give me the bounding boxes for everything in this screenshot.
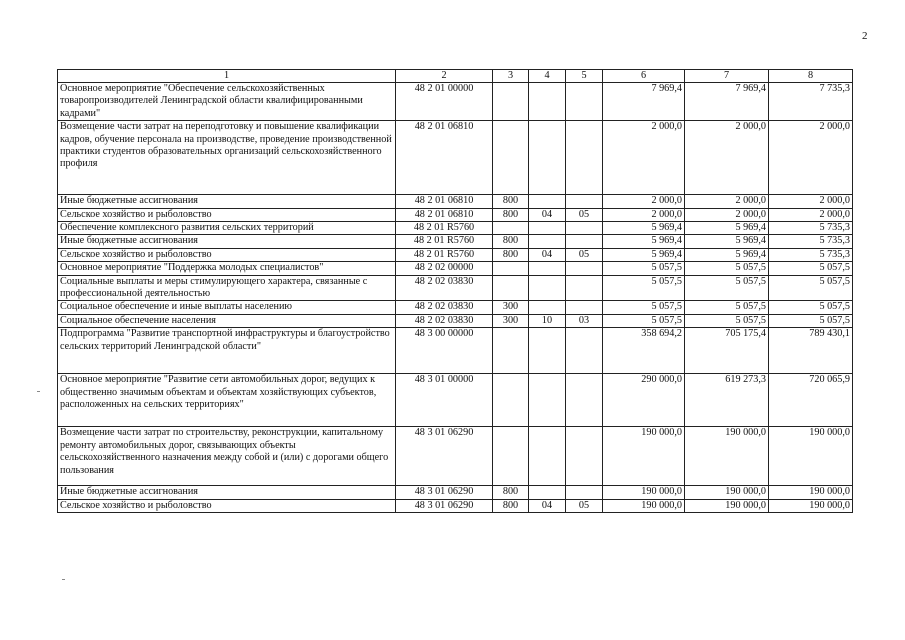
row-subsection	[566, 427, 603, 486]
table-row	[58, 222, 853, 235]
header-row	[58, 70, 853, 83]
row-amount-col8: 789 430,1	[769, 328, 853, 374]
row-amount-col7: 5 057,5	[685, 275, 769, 301]
row-code: 48 3 01 06290	[396, 486, 493, 499]
row-subsection	[566, 328, 603, 374]
row-code: 48 2 02 03830	[396, 301, 493, 314]
budget-table	[57, 69, 853, 513]
row-expense-type: 800	[493, 195, 529, 208]
table-row	[58, 195, 853, 208]
row-expense-type	[493, 374, 529, 427]
row-amount-col7: 2 000,0	[685, 121, 769, 195]
row-amount-col8: 5 735,3	[769, 222, 853, 235]
row-amount-col8: 5 735,3	[769, 235, 853, 248]
row-code: 48 3 01 00000	[396, 374, 493, 427]
row-amount-col8: 5 057,5	[769, 301, 853, 314]
row-name: Возмещение части затрат на переподготовку и повышение квалификации кадров, обучение персонала на производстве, проведение производственной практики студентов образовательных организаций сельскохозяйственного профиля	[58, 121, 396, 195]
row-code: 48 2 01 00000	[396, 83, 493, 121]
row-section	[529, 235, 566, 248]
row-amount-col7: 5 969,4	[685, 222, 769, 235]
table-row	[58, 248, 853, 261]
page-number: 2	[862, 30, 868, 42]
table-row	[58, 275, 853, 301]
table-row	[58, 301, 853, 314]
row-subsection: 05	[566, 208, 603, 221]
row-section	[529, 275, 566, 301]
row-amount-col6: 2 000,0	[603, 208, 685, 221]
column-header: 8	[769, 70, 853, 83]
row-expense-type	[493, 427, 529, 486]
column-header: 6	[603, 70, 685, 83]
row-amount-col6: 190 000,0	[603, 486, 685, 499]
table-row	[58, 262, 853, 275]
row-amount-col7: 705 175,4	[685, 328, 769, 374]
row-section: 04	[529, 499, 566, 512]
row-amount-col7: 5 057,5	[685, 314, 769, 327]
row-code: 48 2 01 R5760	[396, 248, 493, 261]
row-amount-col6: 190 000,0	[603, 499, 685, 512]
row-code: 48 3 01 06290	[396, 427, 493, 486]
row-amount-col6: 5 057,5	[603, 301, 685, 314]
row-subsection: 03	[566, 314, 603, 327]
row-amount-col6: 290 000,0	[603, 374, 685, 427]
column-header: 5	[566, 70, 603, 83]
row-subsection	[566, 275, 603, 301]
row-code: 48 2 01 06810	[396, 195, 493, 208]
row-amount-col7: 619 273,3	[685, 374, 769, 427]
row-expense-type: 800	[493, 235, 529, 248]
row-name: Основное мероприятие "Обеспечение сельскохозяйственных товаропроизводителей Ленинградской области квалифицированными кадрами"	[58, 83, 396, 121]
row-expense-type: 800	[493, 208, 529, 221]
row-amount-col6: 5 057,5	[603, 262, 685, 275]
table-row	[58, 83, 853, 121]
row-amount-col8: 2 000,0	[769, 121, 853, 195]
row-name: Сельское хозяйство и рыболовство	[58, 208, 396, 221]
row-expense-type	[493, 83, 529, 121]
row-subsection	[566, 235, 603, 248]
row-name: Иные бюджетные ассигнования	[58, 486, 396, 499]
column-header: 4	[529, 70, 566, 83]
scan-speck	[62, 579, 65, 580]
row-code: 48 2 02 03830	[396, 275, 493, 301]
row-name: Сельское хозяйство и рыболовство	[58, 499, 396, 512]
row-section: 10	[529, 314, 566, 327]
row-amount-col8: 190 000,0	[769, 486, 853, 499]
row-amount-col7: 5 057,5	[685, 262, 769, 275]
row-amount-col8: 5 735,3	[769, 248, 853, 261]
row-subsection	[566, 121, 603, 195]
column-header: 2	[396, 70, 493, 83]
row-expense-type: 800	[493, 486, 529, 499]
row-amount-col6: 190 000,0	[603, 427, 685, 486]
row-code: 48 3 01 06290	[396, 499, 493, 512]
row-amount-col6: 2 000,0	[603, 121, 685, 195]
row-amount-col8: 720 065,9	[769, 374, 853, 427]
row-amount-col6: 358 694,2	[603, 328, 685, 374]
row-name: Обеспечение комплексного развития сельских территорий	[58, 222, 396, 235]
table-row	[58, 427, 853, 486]
row-code: 48 2 01 06810	[396, 121, 493, 195]
row-name: Основное мероприятие "Развитие сети автомобильных дорог, ведущих к общественно значимым объектам и объектам хозяйствующих субъектов, расположенных на сельских территориях"	[58, 374, 396, 427]
row-code: 48 2 01 R5760	[396, 235, 493, 248]
row-code: 48 2 01 06810	[396, 208, 493, 221]
row-amount-col7: 2 000,0	[685, 195, 769, 208]
row-expense-type: 800	[493, 248, 529, 261]
row-name: Социальное обеспечение и иные выплаты населению	[58, 301, 396, 314]
row-expense-type: 300	[493, 314, 529, 327]
table-row	[58, 486, 853, 499]
row-amount-col8: 190 000,0	[769, 427, 853, 486]
row-amount-col6: 5 057,5	[603, 275, 685, 301]
row-amount-col7: 2 000,0	[685, 208, 769, 221]
row-amount-col8: 5 057,5	[769, 275, 853, 301]
row-section	[529, 83, 566, 121]
row-amount-col8: 190 000,0	[769, 499, 853, 512]
row-name: Возмещение части затрат по строительству, реконструкции, капитальному ремонту автомобильных дорог, связывающих объекты сельскохозяйственного назначения между собой и (или) с дорогами общего пользования	[58, 427, 396, 486]
table-row	[58, 208, 853, 221]
row-amount-col6: 7 969,4	[603, 83, 685, 121]
row-expense-type: 800	[493, 499, 529, 512]
row-code: 48 2 02 03830	[396, 314, 493, 327]
row-name: Социальное обеспечение населения	[58, 314, 396, 327]
row-amount-col7: 7 969,4	[685, 83, 769, 121]
row-amount-col8: 2 000,0	[769, 208, 853, 221]
row-code: 48 2 02 00000	[396, 262, 493, 275]
column-header: 1	[58, 70, 396, 83]
row-expense-type	[493, 328, 529, 374]
row-expense-type: 300	[493, 301, 529, 314]
table-row	[58, 121, 853, 195]
table-row	[58, 328, 853, 374]
row-expense-type	[493, 275, 529, 301]
row-section: 04	[529, 208, 566, 221]
row-amount-col8: 5 057,5	[769, 314, 853, 327]
row-amount-col8: 7 735,3	[769, 83, 853, 121]
row-name: Основное мероприятие "Поддержка молодых специалистов"	[58, 262, 396, 275]
table-body	[58, 83, 853, 513]
row-section	[529, 374, 566, 427]
scan-speck	[37, 391, 40, 392]
row-name: Социальные выплаты и меры стимулирующего характера, связанные с профессиональной деятельностью	[58, 275, 396, 301]
row-expense-type	[493, 222, 529, 235]
row-subsection	[566, 301, 603, 314]
row-amount-col7: 190 000,0	[685, 499, 769, 512]
table-row	[58, 499, 853, 512]
row-section	[529, 195, 566, 208]
row-code: 48 2 01 R5760	[396, 222, 493, 235]
row-subsection	[566, 83, 603, 121]
row-name: Подпрограмма "Развитие транспортной инфраструктуры и благоустройство сельских территорий Ленинградской области"	[58, 328, 396, 374]
table-row	[58, 314, 853, 327]
row-name: Иные бюджетные ассигнования	[58, 195, 396, 208]
table-row	[58, 235, 853, 248]
row-section	[529, 262, 566, 275]
row-amount-col7: 190 000,0	[685, 486, 769, 499]
row-subsection	[566, 195, 603, 208]
row-name: Сельское хозяйство и рыболовство	[58, 248, 396, 261]
row-subsection	[566, 486, 603, 499]
row-amount-col8: 5 057,5	[769, 262, 853, 275]
row-amount-col7: 5 969,4	[685, 248, 769, 261]
row-amount-col6: 5 969,4	[603, 235, 685, 248]
row-amount-col6: 5 969,4	[603, 222, 685, 235]
row-subsection	[566, 222, 603, 235]
row-amount-col6: 2 000,0	[603, 195, 685, 208]
row-expense-type	[493, 121, 529, 195]
row-code: 48 3 00 00000	[396, 328, 493, 374]
row-section	[529, 328, 566, 374]
row-section: 04	[529, 248, 566, 261]
row-expense-type	[493, 262, 529, 275]
row-subsection: 05	[566, 248, 603, 261]
row-amount-col6: 5 969,4	[603, 248, 685, 261]
row-amount-col6: 5 057,5	[603, 314, 685, 327]
row-amount-col7: 190 000,0	[685, 427, 769, 486]
row-section	[529, 301, 566, 314]
row-subsection	[566, 374, 603, 427]
row-amount-col7: 5 969,4	[685, 235, 769, 248]
row-name: Иные бюджетные ассигнования	[58, 235, 396, 248]
column-header: 7	[685, 70, 769, 83]
row-amount-col7: 5 057,5	[685, 301, 769, 314]
row-subsection: 05	[566, 499, 603, 512]
row-section	[529, 486, 566, 499]
row-subsection	[566, 262, 603, 275]
row-section	[529, 121, 566, 195]
row-section	[529, 222, 566, 235]
row-section	[529, 427, 566, 486]
row-amount-col8: 2 000,0	[769, 195, 853, 208]
column-header: 3	[493, 70, 529, 83]
table-row	[58, 374, 853, 427]
